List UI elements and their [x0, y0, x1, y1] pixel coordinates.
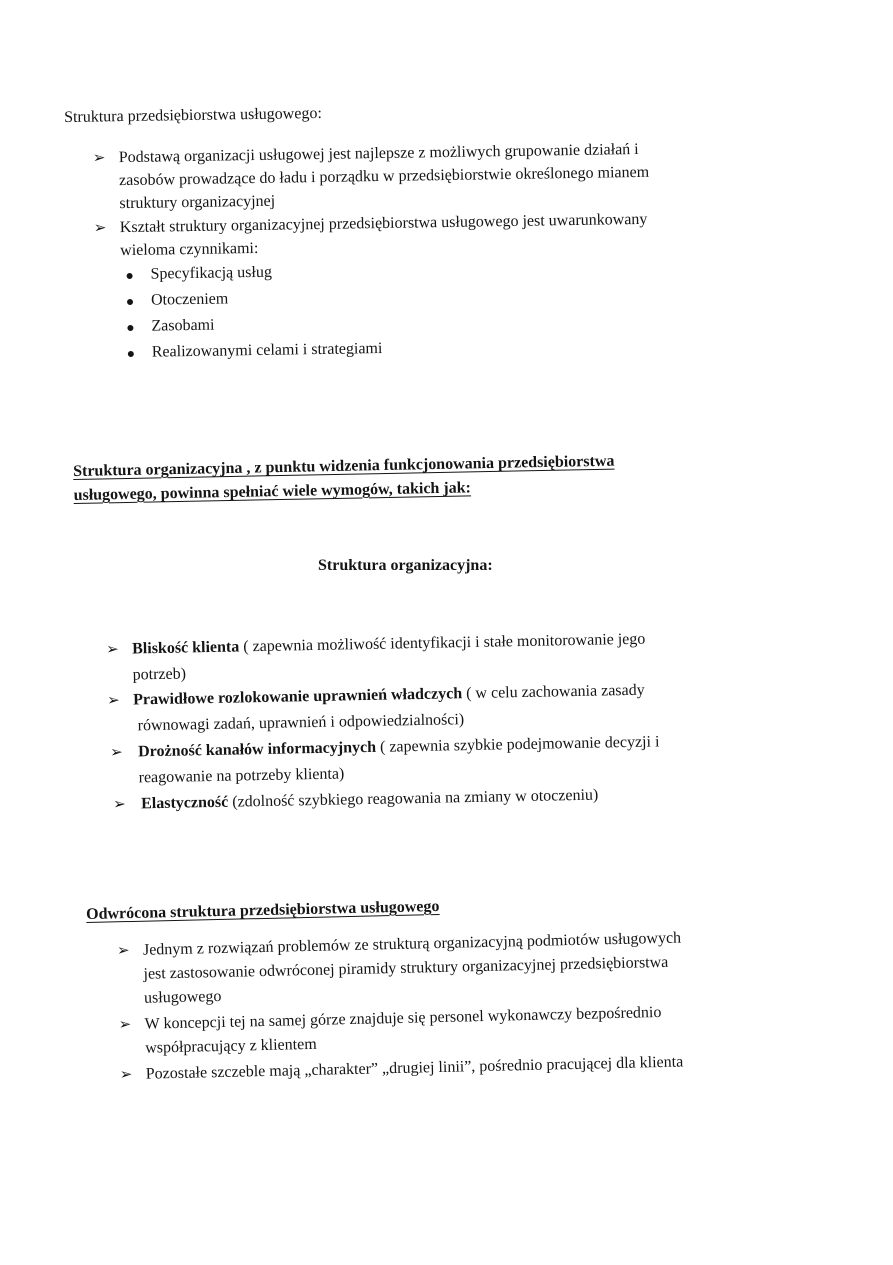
arrowhead-bullet-icon: ➢ [119, 1066, 133, 1084]
section1-subitem: Otoczeniem [150, 290, 229, 309]
section2-item [133, 683, 645, 709]
round-bullet-icon [127, 273, 133, 279]
section1-bullet1-line1: Podstawą organizacji usługowej jest najlepsze z możliwych grupowanie działań i [118, 140, 639, 167]
section1-subitem: Realizowanymi celami i strategiami [151, 340, 383, 361]
section2-heading-line2: usługowego, powinna spełniać wiele wymogów, takich jak: [73, 479, 472, 504]
section3-bullet3-line1: Pozostałe szczeble mają „charakter” „drugiej linii”, pośrednio pracującej dla klienta [145, 1053, 684, 1083]
section2-item-cont: reagowanie na potrzeby klienta) [138, 765, 345, 787]
arrowhead-bullet-icon: ➢ [107, 692, 120, 709]
arrowhead-bullet-icon: ➢ [106, 641, 119, 658]
section2-item-bold: Prawidłowe rozlokowanie uprawnień władczych [132, 685, 463, 709]
section3-bullet1-line1: Jednym z rozwiązań problemów ze strukturą organizacyjną podmiotów usługowych [142, 929, 682, 959]
section1-title: Struktura przedsiębiorstwa usługowego: [63, 104, 322, 126]
section2-item [141, 788, 598, 813]
round-bullet-icon [127, 325, 133, 331]
section2-item-rest: ( zapewnia szybkie podejmowanie decyzji i [375, 733, 660, 756]
section3-bullet1-line3: usługowego [143, 987, 222, 1007]
section2-item [132, 632, 645, 658]
section3-bullet1-line2: jest zastosowanie odwróconej piramidy struktury organizacyjnej przedsiębiorstwa [143, 953, 669, 983]
section2-item-bold: Bliskość klienta [132, 638, 240, 658]
section2-item [138, 734, 660, 760]
section2-heading-line1: Struktura organizacyjna , z punktu widzenia funkcjonowania przedsiębiorstwa [72, 452, 615, 480]
arrowhead-bullet-icon: ➢ [113, 796, 126, 813]
section2-item-rest: ( zapewnia możliwość identyfikacji i stałe monitorowanie jego [239, 630, 646, 656]
section1-bullet1-line3: struktury organizacyjnej [119, 192, 276, 213]
section1-bullet2-line2: wieloma czynnikami: [120, 239, 259, 260]
section2-subtitle: Struktura organizacyjna: [318, 557, 493, 574]
section3-bullet2-line1: W koncepcji tej na samej górze znajduje się personel wykonawczy bezpośrednio [144, 1003, 662, 1033]
arrowhead-bullet-icon: ➢ [93, 220, 107, 237]
section2-subtitle-wrap [318, 558, 493, 574]
arrowhead-bullet-icon: ➢ [116, 943, 130, 960]
section2-item-bold: Drożność kanałów informacyjnych [137, 738, 377, 761]
section3-bullet2-line2: współpracujący z klientem [145, 1035, 317, 1057]
arrowhead-bullet-icon: ➢ [118, 1017, 132, 1034]
section1-subitem: Specyfikacją usług [150, 263, 273, 283]
section3-heading: Odwrócona struktura przedsiębiorstwa usługowego [85, 897, 440, 923]
arrowhead-bullet-icon: ➢ [110, 744, 123, 761]
arrowhead-bullet-icon: ➢ [92, 150, 106, 167]
round-bullet-icon [128, 351, 134, 357]
round-bullet-icon [127, 299, 133, 305]
section1-subitem: Zasobami [151, 316, 215, 335]
section2-item-bold: Elastyczność [140, 793, 229, 813]
section1-bullet2-line1: Kształt struktury organizacyjnej przedsiębiorstwa usługowego jest uwarunkowany [119, 210, 648, 237]
section2-item-cont: równowagi zadań, uprawnień i odpowiedzialności) [137, 711, 465, 735]
section2-item-rest: (zdolność szybkiego reagowania na zmiany w otoczeniu) [228, 786, 599, 811]
section1-bullet1-line2: zasobów prowadzące do ładu i porządku w przedsiębiorstwie określonego mianem [118, 163, 650, 190]
section2-item-cont: potrzeb) [132, 665, 187, 684]
section2-item-rest: ( w celu zachowania zasady [461, 681, 645, 703]
